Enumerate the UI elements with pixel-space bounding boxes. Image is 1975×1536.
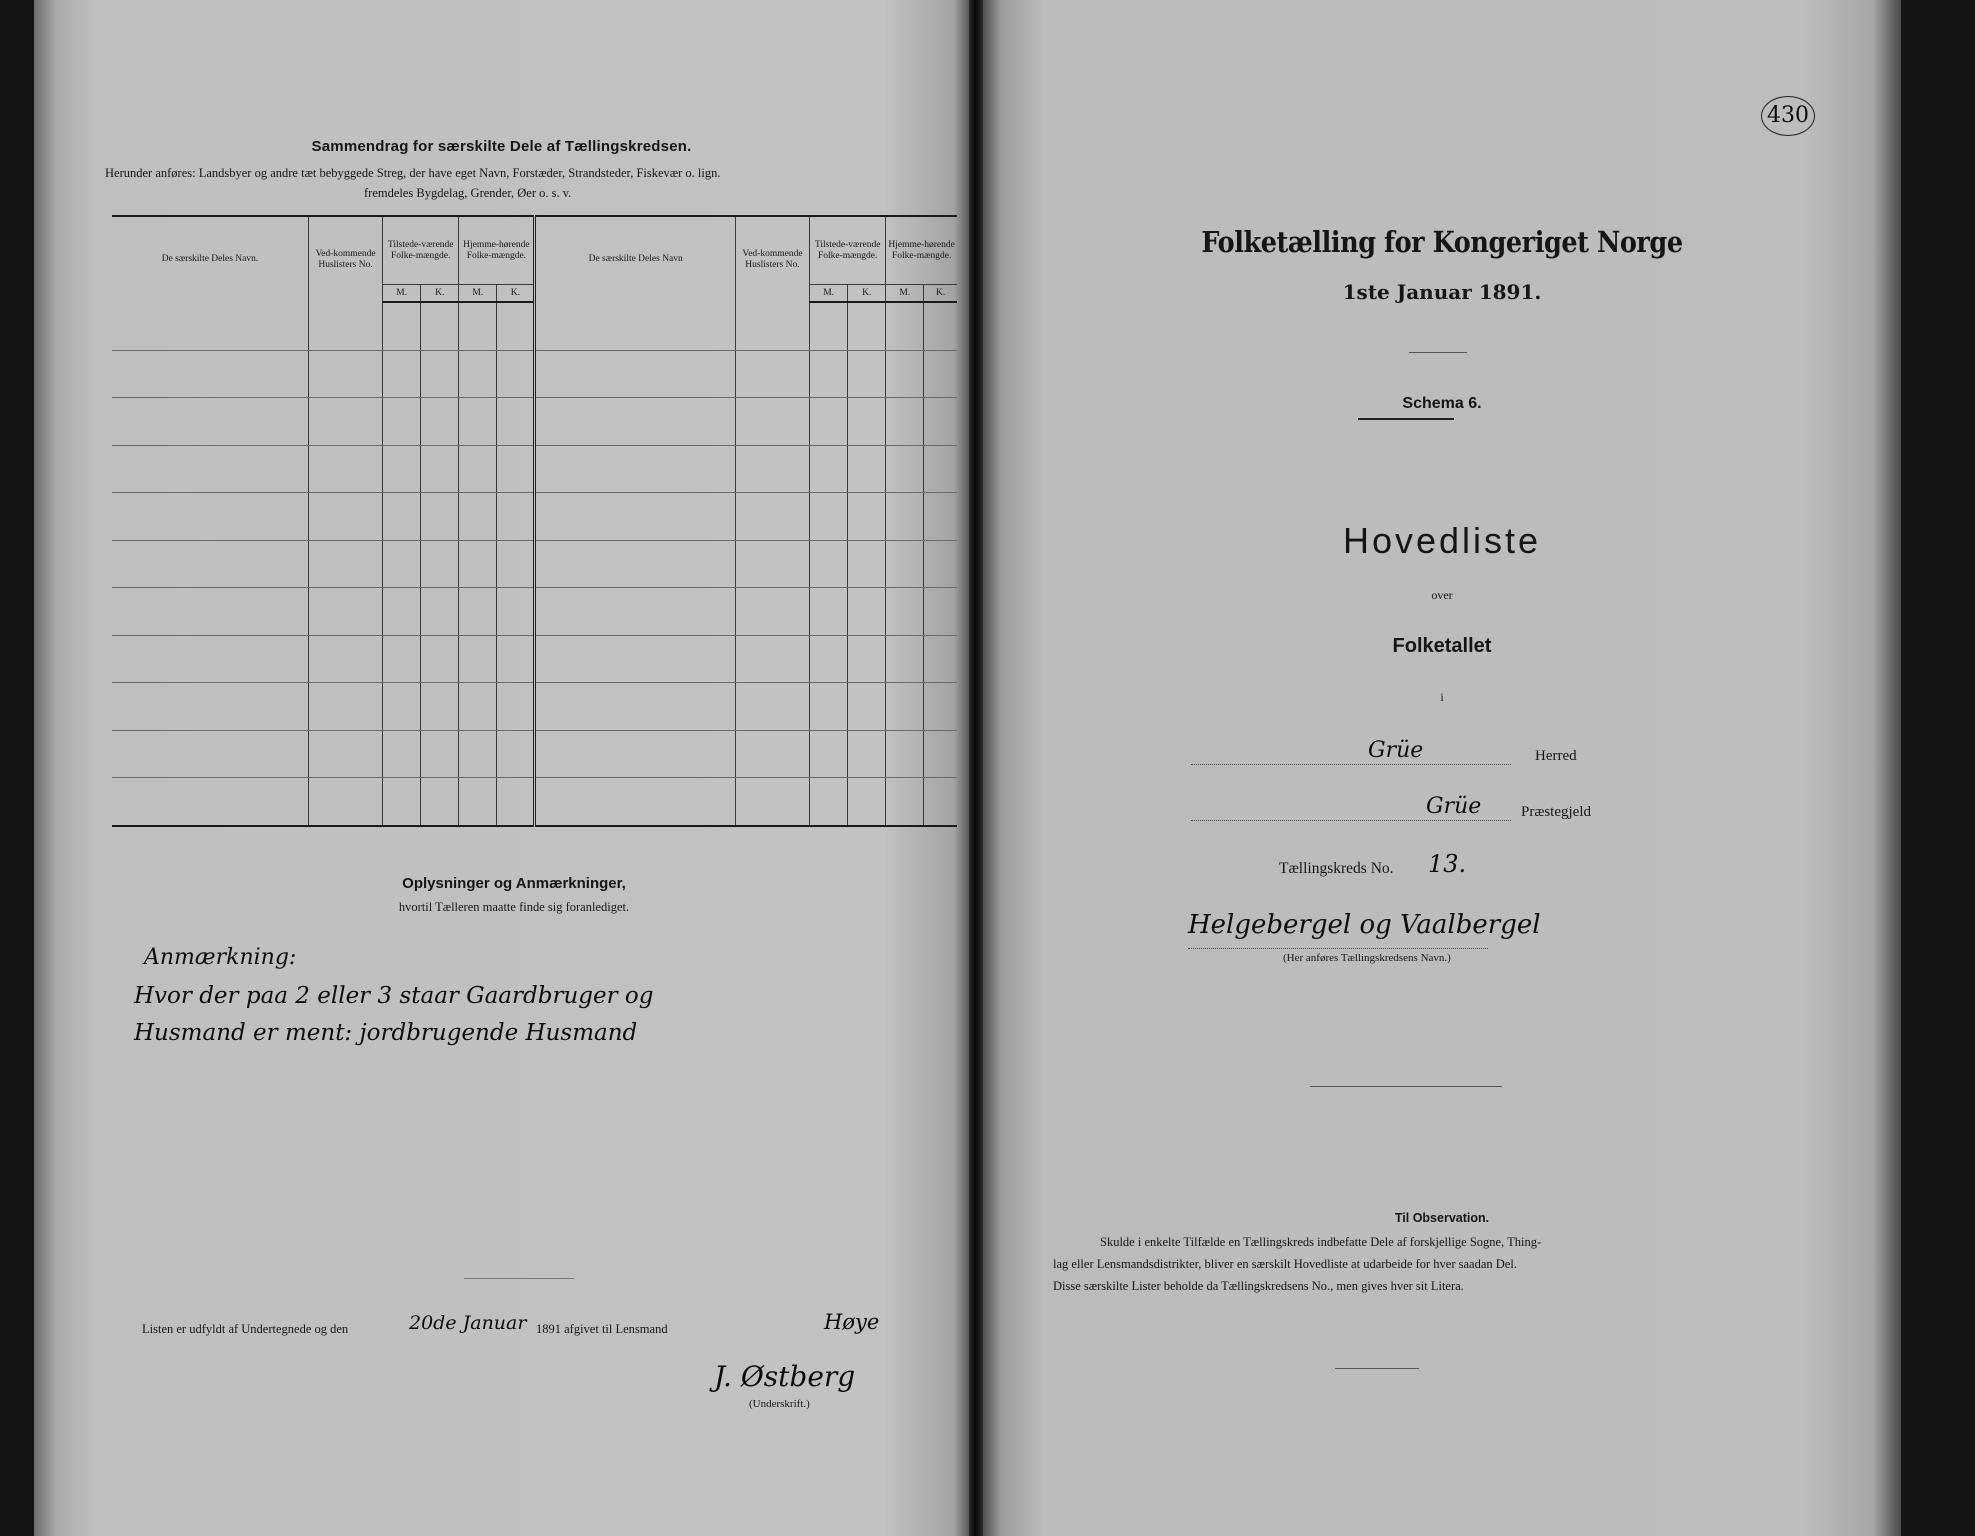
- main-title: Hovedliste: [1342, 520, 1542, 561]
- col-header-huslister-2: Ved-kommende Huslisters No.: [735, 216, 809, 302]
- table-cell: [497, 445, 535, 493]
- table-cell: [924, 493, 957, 541]
- col-header-hjemme-2: Hjemme-hørende Folke-mængde.: [886, 216, 957, 285]
- table-cell: [383, 445, 421, 493]
- table-cell: [886, 445, 924, 493]
- table-cell: [497, 540, 535, 588]
- table-cell: [810, 445, 848, 493]
- table-cell: [848, 778, 886, 826]
- kreds-name-line: [1188, 948, 1488, 949]
- signature-label: (Underskrift.): [749, 1398, 810, 1410]
- table-cell: [848, 445, 886, 493]
- footer-lensmand: Høye: [824, 1310, 880, 1334]
- table-cell: [383, 588, 421, 636]
- table-cell: [459, 683, 497, 731]
- table-cell: [886, 730, 924, 778]
- observation-line1: Skulde i enkelte Tilfælde en Tællingskreds indbefatte Dele af forskjellige Sogne, Thing-: [1100, 1235, 1542, 1249]
- table-cell: [112, 350, 308, 398]
- table-cell: [886, 635, 924, 683]
- table-cell: [421, 778, 459, 826]
- table-cell: [459, 540, 497, 588]
- table-cell: [924, 302, 957, 350]
- table-cell: [421, 635, 459, 683]
- table-cell: [735, 350, 809, 398]
- table-cell: [886, 588, 924, 636]
- table-cell: [535, 350, 735, 398]
- kreds-label: Tællingskreds No.: [1279, 860, 1394, 877]
- table-cell: [735, 588, 809, 636]
- table-cell: [383, 540, 421, 588]
- table-cell: [848, 302, 886, 350]
- kreds-value: 13.: [1428, 850, 1467, 878]
- table-row: [112, 778, 957, 826]
- table-cell: [535, 398, 735, 446]
- table-cell: [848, 350, 886, 398]
- census-date: 1ste Januar 1891.: [1342, 280, 1542, 304]
- divider: [464, 1278, 574, 1279]
- col-header-tilstede: Tilstede-værende Folke-mængde.: [383, 216, 459, 285]
- table-cell: [383, 350, 421, 398]
- table-cell: [848, 683, 886, 731]
- table-cell: [421, 493, 459, 541]
- col-header-name-2: De særskilte Deles Navn: [535, 216, 735, 302]
- table-cell: [459, 588, 497, 636]
- table-cell: [421, 398, 459, 446]
- table-cell: [308, 683, 382, 731]
- footer-date: 20de Januar: [409, 1312, 527, 1334]
- right-page: [983, 0, 1901, 1536]
- table-cell: [383, 635, 421, 683]
- table-cell: [421, 730, 459, 778]
- table-cell: [535, 302, 735, 350]
- table-cell: [459, 493, 497, 541]
- table-cell: [886, 302, 924, 350]
- table-cell: [924, 635, 957, 683]
- herred-line: [1191, 764, 1511, 765]
- table-row: [112, 683, 957, 731]
- table-row: [112, 398, 957, 446]
- table-cell: [886, 540, 924, 588]
- table-cell: [535, 683, 735, 731]
- divider: [1310, 1086, 1502, 1087]
- table-cell: [924, 350, 957, 398]
- herred-value: Grüe: [1368, 738, 1424, 763]
- table-row: [112, 588, 957, 636]
- table-cell: [308, 778, 382, 826]
- table-cell: [308, 635, 382, 683]
- table-cell: [924, 540, 957, 588]
- table-row: [112, 493, 957, 541]
- table-cell: [112, 778, 308, 826]
- table-cell: [535, 588, 735, 636]
- table-cell: [459, 302, 497, 350]
- table-cell: [810, 350, 848, 398]
- col-header-name: De særskilte Deles Navn.: [112, 216, 308, 302]
- sub-header-m: M.: [383, 285, 421, 303]
- remarks-subtitle: hvortil Tælleren maatte finde sig foranlediget.: [398, 900, 630, 914]
- table-cell: [112, 588, 308, 636]
- table-cell: [735, 540, 809, 588]
- table-cell: [886, 350, 924, 398]
- table-cell: [886, 398, 924, 446]
- handwritten-remark-line2: Husmand er ment: jordbrugende Husmand: [134, 1020, 638, 1046]
- table-row: [112, 635, 957, 683]
- table-cell: [497, 635, 535, 683]
- col-header-hjemme: Hjemme-hørende Folke-mængde.: [459, 216, 535, 285]
- table-cell: [497, 398, 535, 446]
- table-cell: [459, 445, 497, 493]
- sub-header-k: K.: [924, 285, 957, 303]
- remarks-title: Oplysninger og Anmærkninger,: [402, 875, 626, 892]
- table-cell: [924, 730, 957, 778]
- table-cell: [848, 635, 886, 683]
- table-cell: [535, 778, 735, 826]
- table-cell: [810, 302, 848, 350]
- table-cell: [308, 398, 382, 446]
- subject-title: Folketallet: [1392, 635, 1492, 657]
- kreds-name: Helgebergel og Vaalbergel: [1188, 910, 1541, 940]
- table-cell: [735, 302, 809, 350]
- left-page: [34, 0, 969, 1536]
- table-row: [112, 445, 957, 493]
- herred-label: Herred: [1535, 748, 1577, 764]
- table-cell: [497, 683, 535, 731]
- table-cell: [735, 493, 809, 541]
- table-cell: [459, 635, 497, 683]
- schema-underline: [1358, 418, 1454, 420]
- table-cell: [383, 683, 421, 731]
- table-cell: [886, 493, 924, 541]
- table-cell: [735, 445, 809, 493]
- table-cell: [535, 635, 735, 683]
- table-cell: [886, 778, 924, 826]
- table-cell: [535, 445, 735, 493]
- table-cell: [112, 445, 308, 493]
- table-cell: [497, 350, 535, 398]
- table-cell: [497, 778, 535, 826]
- divider: [1409, 352, 1467, 353]
- signature: J. Østberg: [714, 1360, 856, 1393]
- table-cell: [308, 730, 382, 778]
- page-number-stamp: 430: [1761, 96, 1815, 136]
- table-cell: [810, 778, 848, 826]
- table-cell: [459, 730, 497, 778]
- table-cell: [924, 778, 957, 826]
- col-header-huslister: Ved-kommende Huslisters No.: [308, 216, 382, 302]
- table-cell: [308, 350, 382, 398]
- handwritten-remark-heading: Anmærkning:: [144, 945, 297, 970]
- table-cell: [810, 398, 848, 446]
- observation-line2: lag eller Lensmandsdistrikter, bliver en særskilt Hovedliste at udarbeide for hver saadan Del.: [1053, 1257, 1517, 1271]
- table-cell: [112, 730, 308, 778]
- table-row: [112, 302, 957, 350]
- col-header-tilstede-2: Tilstede-værende Folke-mængde.: [810, 216, 886, 285]
- table-cell: [535, 730, 735, 778]
- table-cell: [810, 540, 848, 588]
- table-cell: [459, 350, 497, 398]
- table-row: [112, 540, 957, 588]
- table-cell: [112, 683, 308, 731]
- table-cell: [924, 683, 957, 731]
- table-cell: [421, 350, 459, 398]
- table-cell: [497, 730, 535, 778]
- table-cell: [810, 683, 848, 731]
- sub-header-k: K.: [497, 285, 535, 303]
- table-cell: [848, 493, 886, 541]
- table-cell: [735, 398, 809, 446]
- table-cell: [421, 445, 459, 493]
- table-cell: [308, 302, 382, 350]
- schema-label: Schema 6.: [1402, 395, 1482, 412]
- footer-text-b: 1891 afgivet til Lensmand: [536, 1322, 668, 1336]
- table-cell: [848, 398, 886, 446]
- table-cell: [735, 683, 809, 731]
- table-cell: [924, 445, 957, 493]
- over-label: over: [1431, 588, 1453, 602]
- summary-intro-line1: Herunder anføres: Landsbyer og andre tæt bebyggede Streg, der have eget Navn, Forstæder, Strandsteder, Fiskevær o. lign.: [105, 166, 721, 180]
- sub-header-m: M.: [459, 285, 497, 303]
- table-cell: [848, 730, 886, 778]
- table-cell: [459, 398, 497, 446]
- table-cell: [421, 588, 459, 636]
- table-cell: [112, 398, 308, 446]
- table-cell: [735, 635, 809, 683]
- prestegjeld-value: Grüe: [1426, 794, 1482, 819]
- table-cell: [810, 635, 848, 683]
- table-cell: [308, 445, 382, 493]
- table-row: [112, 730, 957, 778]
- table-cell: [112, 493, 308, 541]
- table-cell: [112, 635, 308, 683]
- table-cell: [112, 540, 308, 588]
- table-cell: [112, 302, 308, 350]
- table-cell: [383, 778, 421, 826]
- table-cell: [383, 730, 421, 778]
- table-cell: [810, 730, 848, 778]
- table-cell: [308, 588, 382, 636]
- table-cell: [535, 493, 735, 541]
- table-cell: [924, 398, 957, 446]
- sub-header-k: K.: [848, 285, 886, 303]
- table-cell: [810, 493, 848, 541]
- divider: [1335, 1368, 1419, 1369]
- handwritten-remark-line1: Hvor der paa 2 eller 3 staar Gaardbruger og: [134, 983, 654, 1009]
- table-cell: [459, 778, 497, 826]
- table-cell: [886, 683, 924, 731]
- sub-header-m: M.: [886, 285, 924, 303]
- table-cell: [421, 302, 459, 350]
- table-cell: [308, 540, 382, 588]
- summary-title: Sammendrag for særskilte Dele af Tællingskredsen.: [311, 138, 692, 155]
- table-cell: [848, 588, 886, 636]
- prestegjeld-line: [1191, 820, 1511, 821]
- prestegjeld-label: Præstegjeld: [1521, 804, 1591, 820]
- table-cell: [421, 683, 459, 731]
- table-cell: [497, 588, 535, 636]
- table-cell: [497, 302, 535, 350]
- table-cell: [383, 302, 421, 350]
- table-cell: [735, 730, 809, 778]
- table-cell: [497, 493, 535, 541]
- table-cell: [924, 588, 957, 636]
- kreds-name-label: (Her anføres Tællingskredsens Navn.): [1283, 952, 1451, 964]
- table-row: [112, 350, 957, 398]
- observation-line3: Disse særskilte Lister beholde da Tællingskredsens No., men gives hver sit Litera.: [1053, 1279, 1464, 1293]
- book-gutter: [969, 0, 983, 1536]
- table-cell: [421, 540, 459, 588]
- summary-intro-line2: fremdeles Bygdelag, Grender, Øer o. s. v.: [364, 186, 572, 200]
- table-cell: [735, 778, 809, 826]
- sub-header-m: M.: [810, 285, 848, 303]
- table-cell: [308, 493, 382, 541]
- table-cell: [535, 540, 735, 588]
- table-cell: [383, 398, 421, 446]
- census-title: Folketælling for Kongeriget Norge: [1201, 225, 1683, 259]
- sub-header-k: K.: [421, 285, 459, 303]
- footer-text-a: Listen er udfyldt af Undertegnede og den: [142, 1322, 349, 1336]
- table-cell: [383, 493, 421, 541]
- i-label: i: [1440, 690, 1444, 704]
- table-cell: [810, 588, 848, 636]
- summary-table: [112, 215, 957, 827]
- table-cell: [848, 540, 886, 588]
- observation-title: Til Observation.: [1394, 1211, 1490, 1225]
